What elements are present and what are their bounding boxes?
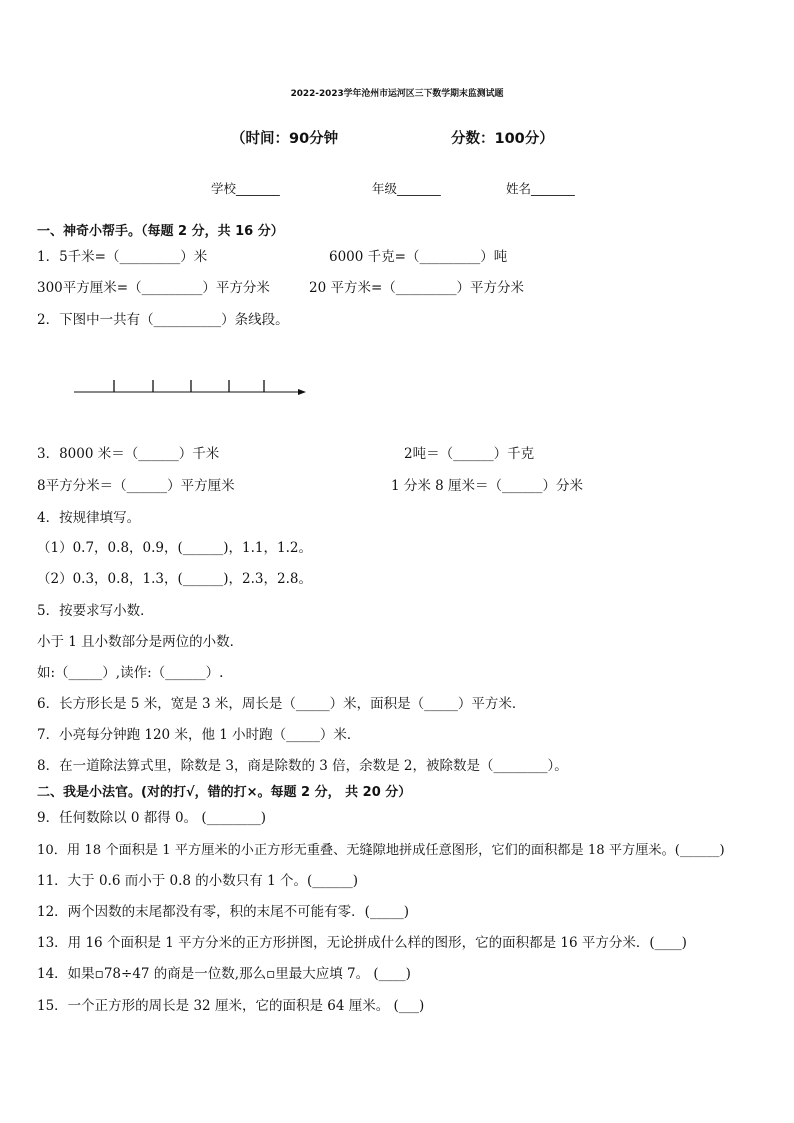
question-3b: 2吨＝（______）千克 [404,446,535,462]
question-3a: 3．8000 米＝（______）千米 [37,446,220,462]
question-2: 2．下图中一共有（__________）条线段。 [37,312,289,328]
exam-time: （时间：90分钟 [231,131,339,147]
judge-question: 9．任何数除以 0 都得 0。 (________) [37,810,266,826]
judge-question: 14．如果▫78÷47 的商是一位数,那么▫里最大应填 7。 (____) [37,966,411,982]
section-heading: 一、神奇小帮手。（每题 2 分，共 16 分） [37,224,284,239]
question-1d: 20 平方米=（_________）平方分米 [309,280,525,296]
question-1c: 300平方厘米=（_________）平方分米 [37,280,270,296]
question-1a: 1．5千米=（_________）米 [37,249,208,265]
grade-field[interactable]: 年级_______ [372,181,441,196]
exam-score: 分数：100分） [451,131,554,147]
judge-question: 11．大于 0.6 而小于 0.8 的小数只有 1 个。(______) [37,873,358,889]
question-3d: 1 分米 8 厘米＝（______）分米 [391,478,584,494]
question-1b: 6000 千克=（_________）吨 [329,249,508,265]
judge-question: 10．用 18 个面积是 1 平方厘米的小正方形无重叠、无缝隙地拼成任意图形，它们的面积都是 18 平方厘米。(______) [37,843,725,858]
question-4-sub1: （1）0.7，0.8，0.9，(______)，1.1，1.2。 [37,540,312,556]
question-5-line2: 小于 1 且小数部分是两位的小数． [37,634,244,650]
school-field[interactable]: 学校_______ [211,181,280,196]
question-4-sub2: （2）0.3，0.8，1.3，(______)，2.3，2.8。 [37,571,312,587]
question-3c: 8平方分米＝（______）平方厘米 [37,478,235,494]
section-heading: 二、我是小法官。(对的打√，错的打×。每题 2 分， 共 20 分） [37,785,412,800]
judge-question: 13．用 16 个面积是 1 平方分米的正方形拼图，无论拼成什么样的图形，它的面积都是 16 平方分米．(____) [37,935,687,951]
question-6: 6．长方形长是 5 米，宽是 3 米，周长是（_____）米，面积是（_____）平方米． [37,696,526,712]
question-5-line3: 如:（_____）,读作:（______）. [37,665,224,681]
question-4: 4．按规律填写。 [37,510,141,526]
arrow-head [298,389,306,395]
judge-question: 15．一个正方形的周长是 32 厘米，它的面积是 64 厘米。 (___) [37,998,425,1014]
line-segment-diagram [74,376,306,400]
question-8: 8．在一道除法算式里，除数是 3，商是除数的 3 倍，余数是 2，被除数是（________）。 [37,758,568,774]
judge-question: 12．两个因数的末尾都没有零，积的末尾不可能有零．(_____) [37,904,409,920]
question-7: 7．小亮每分钟跑 120 米，他 1 小时跑（_____）米． [37,727,361,743]
page-title: 2022-2023学年沧州市运河区三下数学期末监测试题 [290,89,504,99]
question-5: 5．按要求写小数． [37,603,154,619]
name-field[interactable]: 姓名_______ [506,181,575,196]
